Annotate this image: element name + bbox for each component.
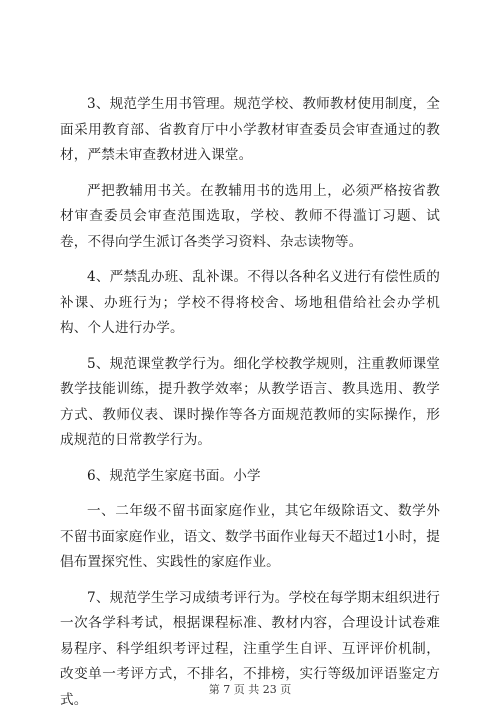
document-body	[60, 92, 440, 723]
paragraph-assessment: 7、规范学生学习成绩考评行为。学校在每学期末组织进行一次各学科考试，根据课程标准、教材内容，合理设计试卷难易程序、科学组织考评过程，注重学生自评、互评评价机制，改变单一考评方式，不排名，不排榜，实行等级加评语鉴定方式。	[60, 589, 440, 708]
paragraph-classroom-teaching: 5、规范课堂教学行为。细化学校教学规则，注重教师课堂教学技能训练，提升教学效率；从教学语言、教具选用、教学方式、教师仪表、课时操作等各方面规范教师的实际操作，形成规范的日常教学行为。	[60, 355, 440, 448]
paragraph-homework-rules: 一、二年级不留书面家庭作业，其它年级除语文、数学外不留书面家庭作业，语文、数学书面作业每天不超过1小时，提倡布置探究性、实践性的家庭作业。	[60, 503, 440, 570]
paragraph-tutoring-ban: 4、严禁乱办班、乱补课。不得以各种名义进行有偿性质的补课、办班行为；学校不得将校舍、场地租借给社会办学机构、个人进行办学。	[60, 269, 440, 336]
paragraph-supplementary-books: 严把教辅用书关。在教辅用书的选用上，必须严格按省教材审查委员会审查范围选取，学校、教师不得滥订习题、试卷，不得向学生派订各类学习资料、杂志读物等。	[60, 182, 440, 250]
paragraph-student-books: 3、规范学生用书管理。规范学校、教师教材使用制度，全面采用教育部、省教育厅中小学教材审查委员会审查通过的教材，严禁未审查教材进入课堂。	[60, 96, 440, 163]
paragraph-homework-heading: 6、规范学生家庭书面。小学	[87, 467, 261, 484]
page-number-footer: 第 7 页 共 23 页	[208, 683, 292, 696]
